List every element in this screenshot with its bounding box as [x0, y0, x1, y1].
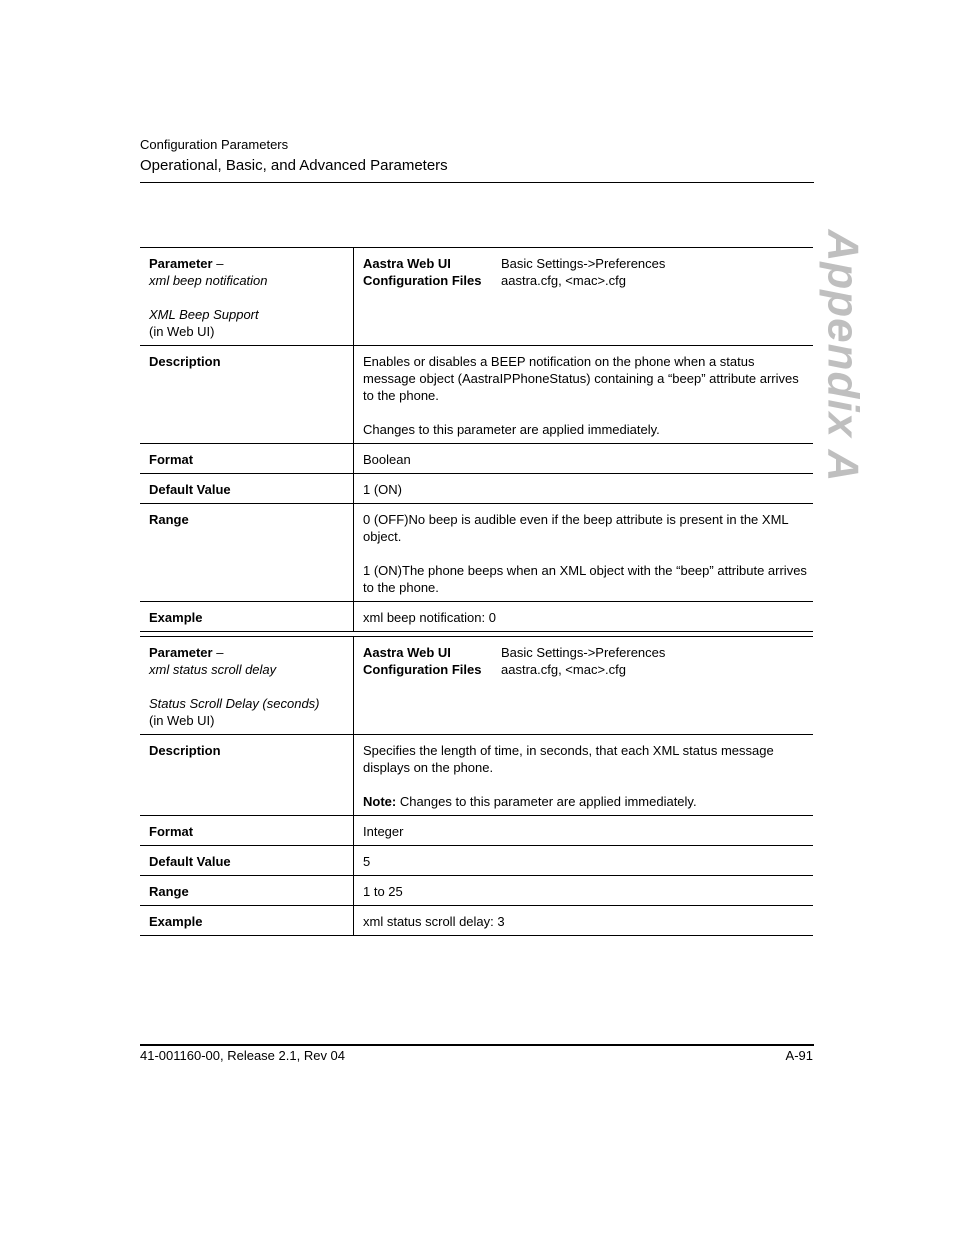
parameter-name: xml status scroll delay — [149, 662, 277, 677]
parameter-name: xml beep notification — [149, 273, 268, 288]
default-value: 1 (ON) — [354, 474, 814, 504]
format-label: Format — [140, 444, 354, 474]
config-files-key: Configuration Files — [363, 273, 482, 288]
webui-note: (in Web UI) — [149, 713, 215, 728]
webui-path: Basic Settings->Preferences — [501, 645, 666, 660]
range-label: Range — [140, 504, 354, 602]
table-row-default — [140, 846, 813, 876]
running-header-section: Configuration Parameters — [140, 137, 289, 152]
example-label: Example — [140, 602, 354, 632]
parameter-label: Parameter — [149, 645, 213, 660]
description-label: Description — [140, 735, 354, 816]
format-label: Format — [140, 816, 354, 846]
table-row-description — [140, 735, 813, 816]
description-note — [363, 793, 807, 810]
example-value: xml status scroll delay: 3 — [354, 906, 814, 936]
range-value: 1 to 25 — [354, 876, 814, 906]
webui-path: Basic Settings->Preferences — [501, 256, 666, 271]
location-cell — [354, 637, 814, 735]
description-cell — [354, 735, 814, 816]
description-cell — [354, 346, 814, 444]
appendix-side-tab-label: Appendix A — [818, 229, 868, 483]
example-value: xml beep notification: 0 — [354, 602, 814, 632]
webui-note: (in Web UI) — [149, 324, 215, 339]
note-label: Note: — [363, 794, 397, 809]
parameter-table-xml-beep-notification — [140, 247, 813, 632]
range-on-text: 1 (ON)The phone beeps when an XML object with the “beep” attribute arrives to the phone. — [363, 563, 807, 595]
footer-page-number: A-91 — [785, 1048, 813, 1063]
table-row-default — [140, 474, 813, 504]
location-cell — [354, 248, 814, 346]
example-label: Example — [140, 906, 354, 936]
parameter-dash: – — [212, 256, 224, 271]
default-value: 5 — [354, 846, 814, 876]
range-cell — [354, 504, 814, 602]
table-row-range — [140, 504, 813, 602]
parameter-cell — [140, 637, 354, 735]
default-label: Default Value — [140, 846, 354, 876]
appendix-side-tab — [818, 229, 868, 483]
header-rule — [140, 182, 814, 183]
table-row-format — [140, 444, 813, 474]
format-value: Boolean — [354, 444, 814, 474]
table-row-format — [140, 816, 813, 846]
table-row-parameter — [140, 248, 813, 346]
parameter-table-xml-status-scroll-delay — [140, 636, 813, 936]
description-text: Enables or disables a BEEP notification on the phone when a status message object (AastraIPPhoneStatus) containing a “beep” attribute arrives to the phone. — [363, 354, 799, 403]
table-row-description — [140, 346, 813, 444]
description-text: Specifies the length of time, in seconds, that each XML status message displays on the phone. — [363, 743, 774, 775]
note-text: Changes to this parameter are applied immediately. — [396, 794, 697, 809]
config-files-value: aastra.cfg, <mac>.cfg — [501, 662, 627, 677]
parameter-dash: – — [212, 645, 224, 660]
running-header-subsection: Operational, Basic, and Advanced Parameters — [140, 157, 448, 174]
webui-key: Aastra Web UI — [363, 256, 451, 271]
config-files-key: Configuration Files — [363, 662, 482, 677]
footer-rule — [140, 1044, 814, 1046]
table-row-example — [140, 906, 813, 936]
range-off-text: 0 (OFF)No beep is audible even if the beep attribute is present in the XML object. — [363, 512, 789, 544]
webui-parameter-name: XML Beep Support — [149, 307, 259, 322]
config-files-value: aastra.cfg, <mac>.cfg — [501, 273, 627, 288]
webui-parameter-name: Status Scroll Delay (seconds) — [149, 696, 320, 711]
parameter-label: Parameter — [149, 256, 213, 271]
format-value: Integer — [354, 816, 814, 846]
description-note: Changes to this parameter are applied immediately. — [363, 422, 660, 437]
range-label: Range — [140, 876, 354, 906]
description-label: Description — [140, 346, 354, 444]
footer-doc-id: 41-001160-00, Release 2.1, Rev 04 — [140, 1048, 346, 1063]
table-row-parameter — [140, 637, 813, 735]
table-row-example — [140, 602, 813, 632]
parameter-cell — [140, 248, 354, 346]
table-row-range — [140, 876, 813, 906]
webui-key: Aastra Web UI — [363, 645, 451, 660]
default-label: Default Value — [140, 474, 354, 504]
